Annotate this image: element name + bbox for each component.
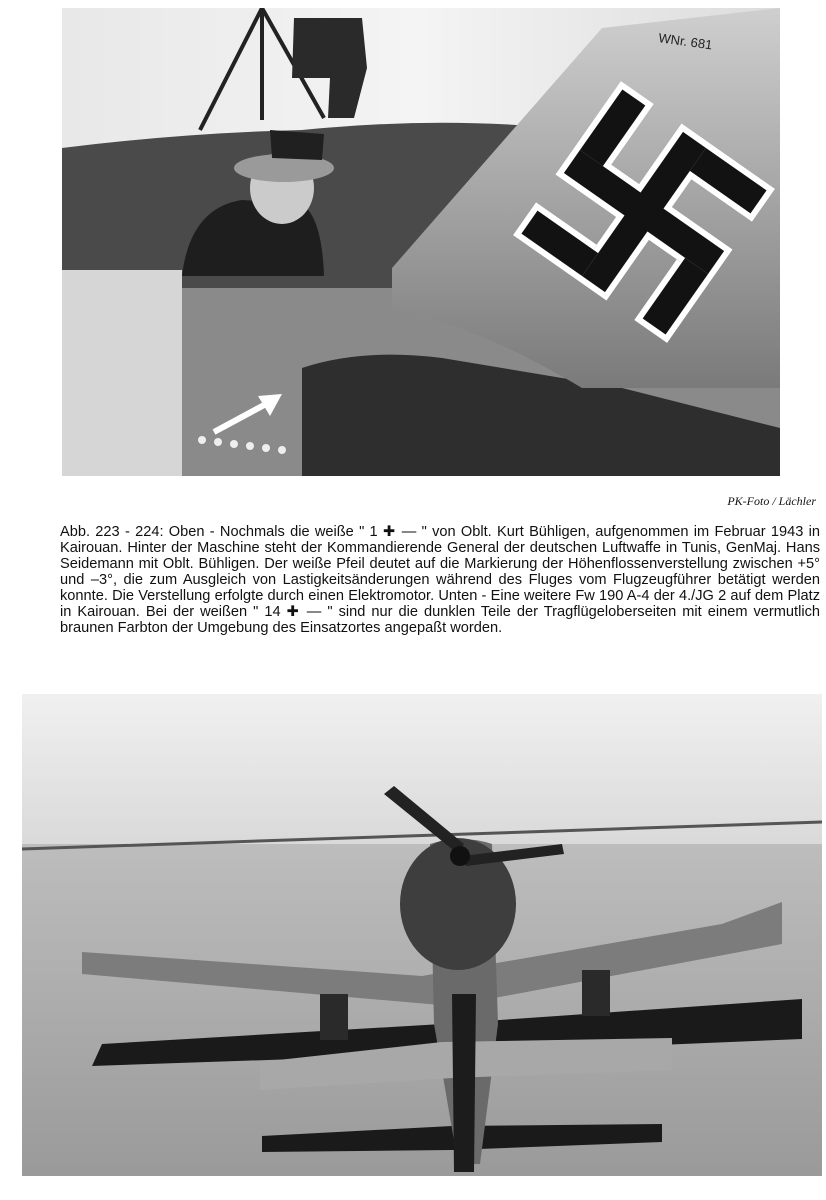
werknummer-label: WNr. 681 <box>657 30 714 53</box>
photo-credit: PK-Foto / Lächler <box>727 494 816 508</box>
tail-fin-photo <box>62 8 780 476</box>
vertical-tail <box>452 994 476 1172</box>
figure-caption: Abb. 223 - 224: Oben - Nochmals die weiße " 1 ✚ — " von Oblt. Kurt Bühligen, aufgenommen im Februar 1943 in Kairouan. Hinter der Maschine steht der Kommandierende General der deutschen Luftwaffe in Tunis, GenMaj. Hans Seidemann mit Oblt. Bühligen. Der weiße Pfeil deutet auf die Markierung der Höhenflossenverstellung zwischen +5° und –3°, die zum Ausgleich von Lastigkeitsänderungen während des Fluges vom Flugzeugführer betätigt werden konnte. Die Verstellung erfolgte durch einen Elektromotor. Unten - Eine weitere Fw 190 A-4 der 4./JG 2 auf dem Platz in Kairouan. Bei der weißen " 14 ✚ — " sind nur die dunklen Teile der Tragflügeloberseiten mit einem vermutlich braunen Farbton der Umgebung des Einsatzortes angepaßt worden. <box>60 524 820 636</box>
fw190-airfield-photo <box>22 694 822 1176</box>
top-photograph <box>62 8 780 476</box>
bottom-photograph <box>22 694 822 1176</box>
